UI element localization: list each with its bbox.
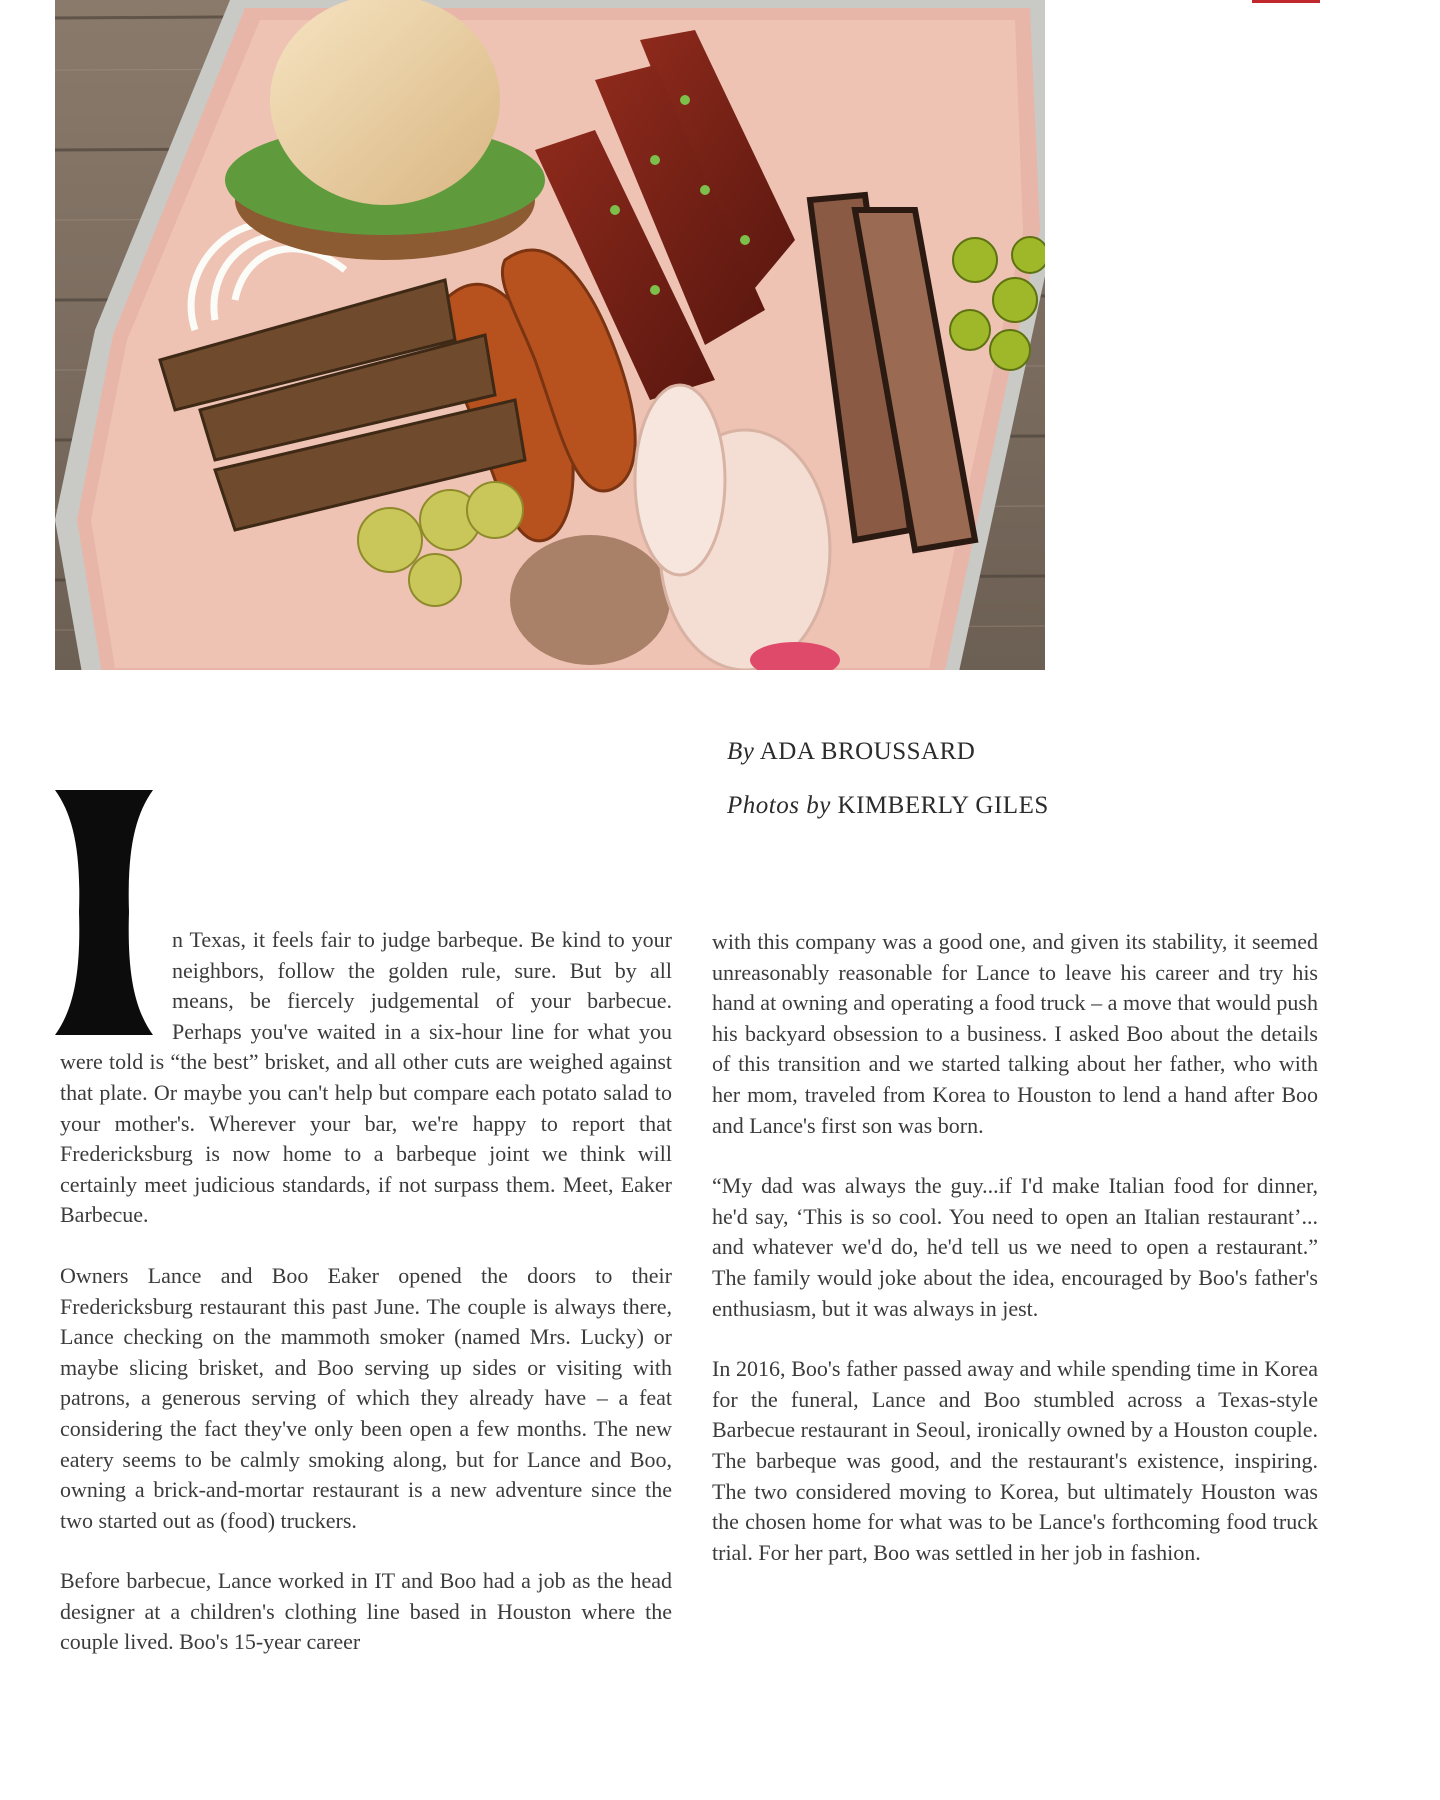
photo-credit: [727, 792, 1049, 820]
drop-cap-spacer: [60, 925, 172, 1047]
hero-photo: [55, 0, 1045, 670]
article-column-right: [712, 927, 1318, 1598]
paragraph: with this company was a good one, and given its stability, it seemed unreasonably reasonable for Lance to leave his career and try his hand at owning and operating a food truck – a move that would push his backyard obsession to a business. I asked Boo about the details of this transition and we started talking about her father, who with her mom, traveled from Korea to Houston to lend a hand after Boo and Lance's first son was born.: [712, 929, 1318, 1138]
author-name: ADA BROUSSARD: [759, 738, 976, 765]
paragraph: Before barbecue, Lance worked in IT and Boo had a job as the head designer at a children's clothing line based in Houston where the couple lived. Boo's 15-year career: [60, 1568, 672, 1655]
paragraph: “My dad was always the guy...if I'd make Italian food for dinner, he'd say, ‘This is so cool. You need to open an Italian restaurant’... and whatever we'd do, he'd tell us we need to open a restaurant.” The family would joke about the idea, encouraged by Boo's father's enthusiasm, but it was always in jest.: [712, 1173, 1318, 1321]
photographer-name: KIMBERLY GILES: [837, 792, 1049, 819]
author-prefix: By: [727, 738, 755, 765]
accent-tab: [1252, 0, 1320, 3]
article-column-left: [60, 925, 672, 1688]
paragraph: In 2016, Boo's father passed away and while spending time in Korea for the funeral, Lance and Boo stumbled across a Texas-style Barbecue restaurant in Seoul, ironically owned by a Houston couple. The barbeque was good, and the restaurant's existence, inspiring. The two considered moving to Korea, but ultimately Houston was the chosen home for what was to be Lance's forthcoming food truck trial. For her part, Boo was settled in her job in fashion.: [712, 1356, 1318, 1565]
paragraph: n Texas, it feels fair to judge barbeque. Be kind to your neighbors, follow the golden rule, sure. But by all means, be fiercely judgemental of your barbecue. Perhaps you've waited in a six-hour line for what you were told is “the best” brisket, and all other cuts are weighed against that plate. Or maybe you can't help but compare each potato salad to your mother's. Wherever your bar, we're happy to report that Fredericksburg is now home to a barbeque joint we think will certainly meet judicious standards, if not surpass them. Meet, Eaker Barbecue.: [60, 927, 672, 1228]
author-byline: [727, 738, 975, 766]
photo-credit-prefix: Photos by: [727, 792, 831, 819]
paragraph: Owners Lance and Boo Eaker opened the doors to their Fredericksburg restaurant this past June. The couple is always there, Lance checking on the mammoth smoker (named Mrs. Lucky) or maybe slicing brisket, and Boo serving up sides or visiting with patrons, a generous serving of which they already have – a feat considering the fact they've only been open a few months. The new eatery seems to be calmly smoking along, but for Lance and Boo, owning a brick-and-mortar restaurant is a new adventure since the two started out as (food) truckers.: [60, 1262, 672, 1533]
bbq-platter-photo-icon: [55, 0, 1045, 670]
